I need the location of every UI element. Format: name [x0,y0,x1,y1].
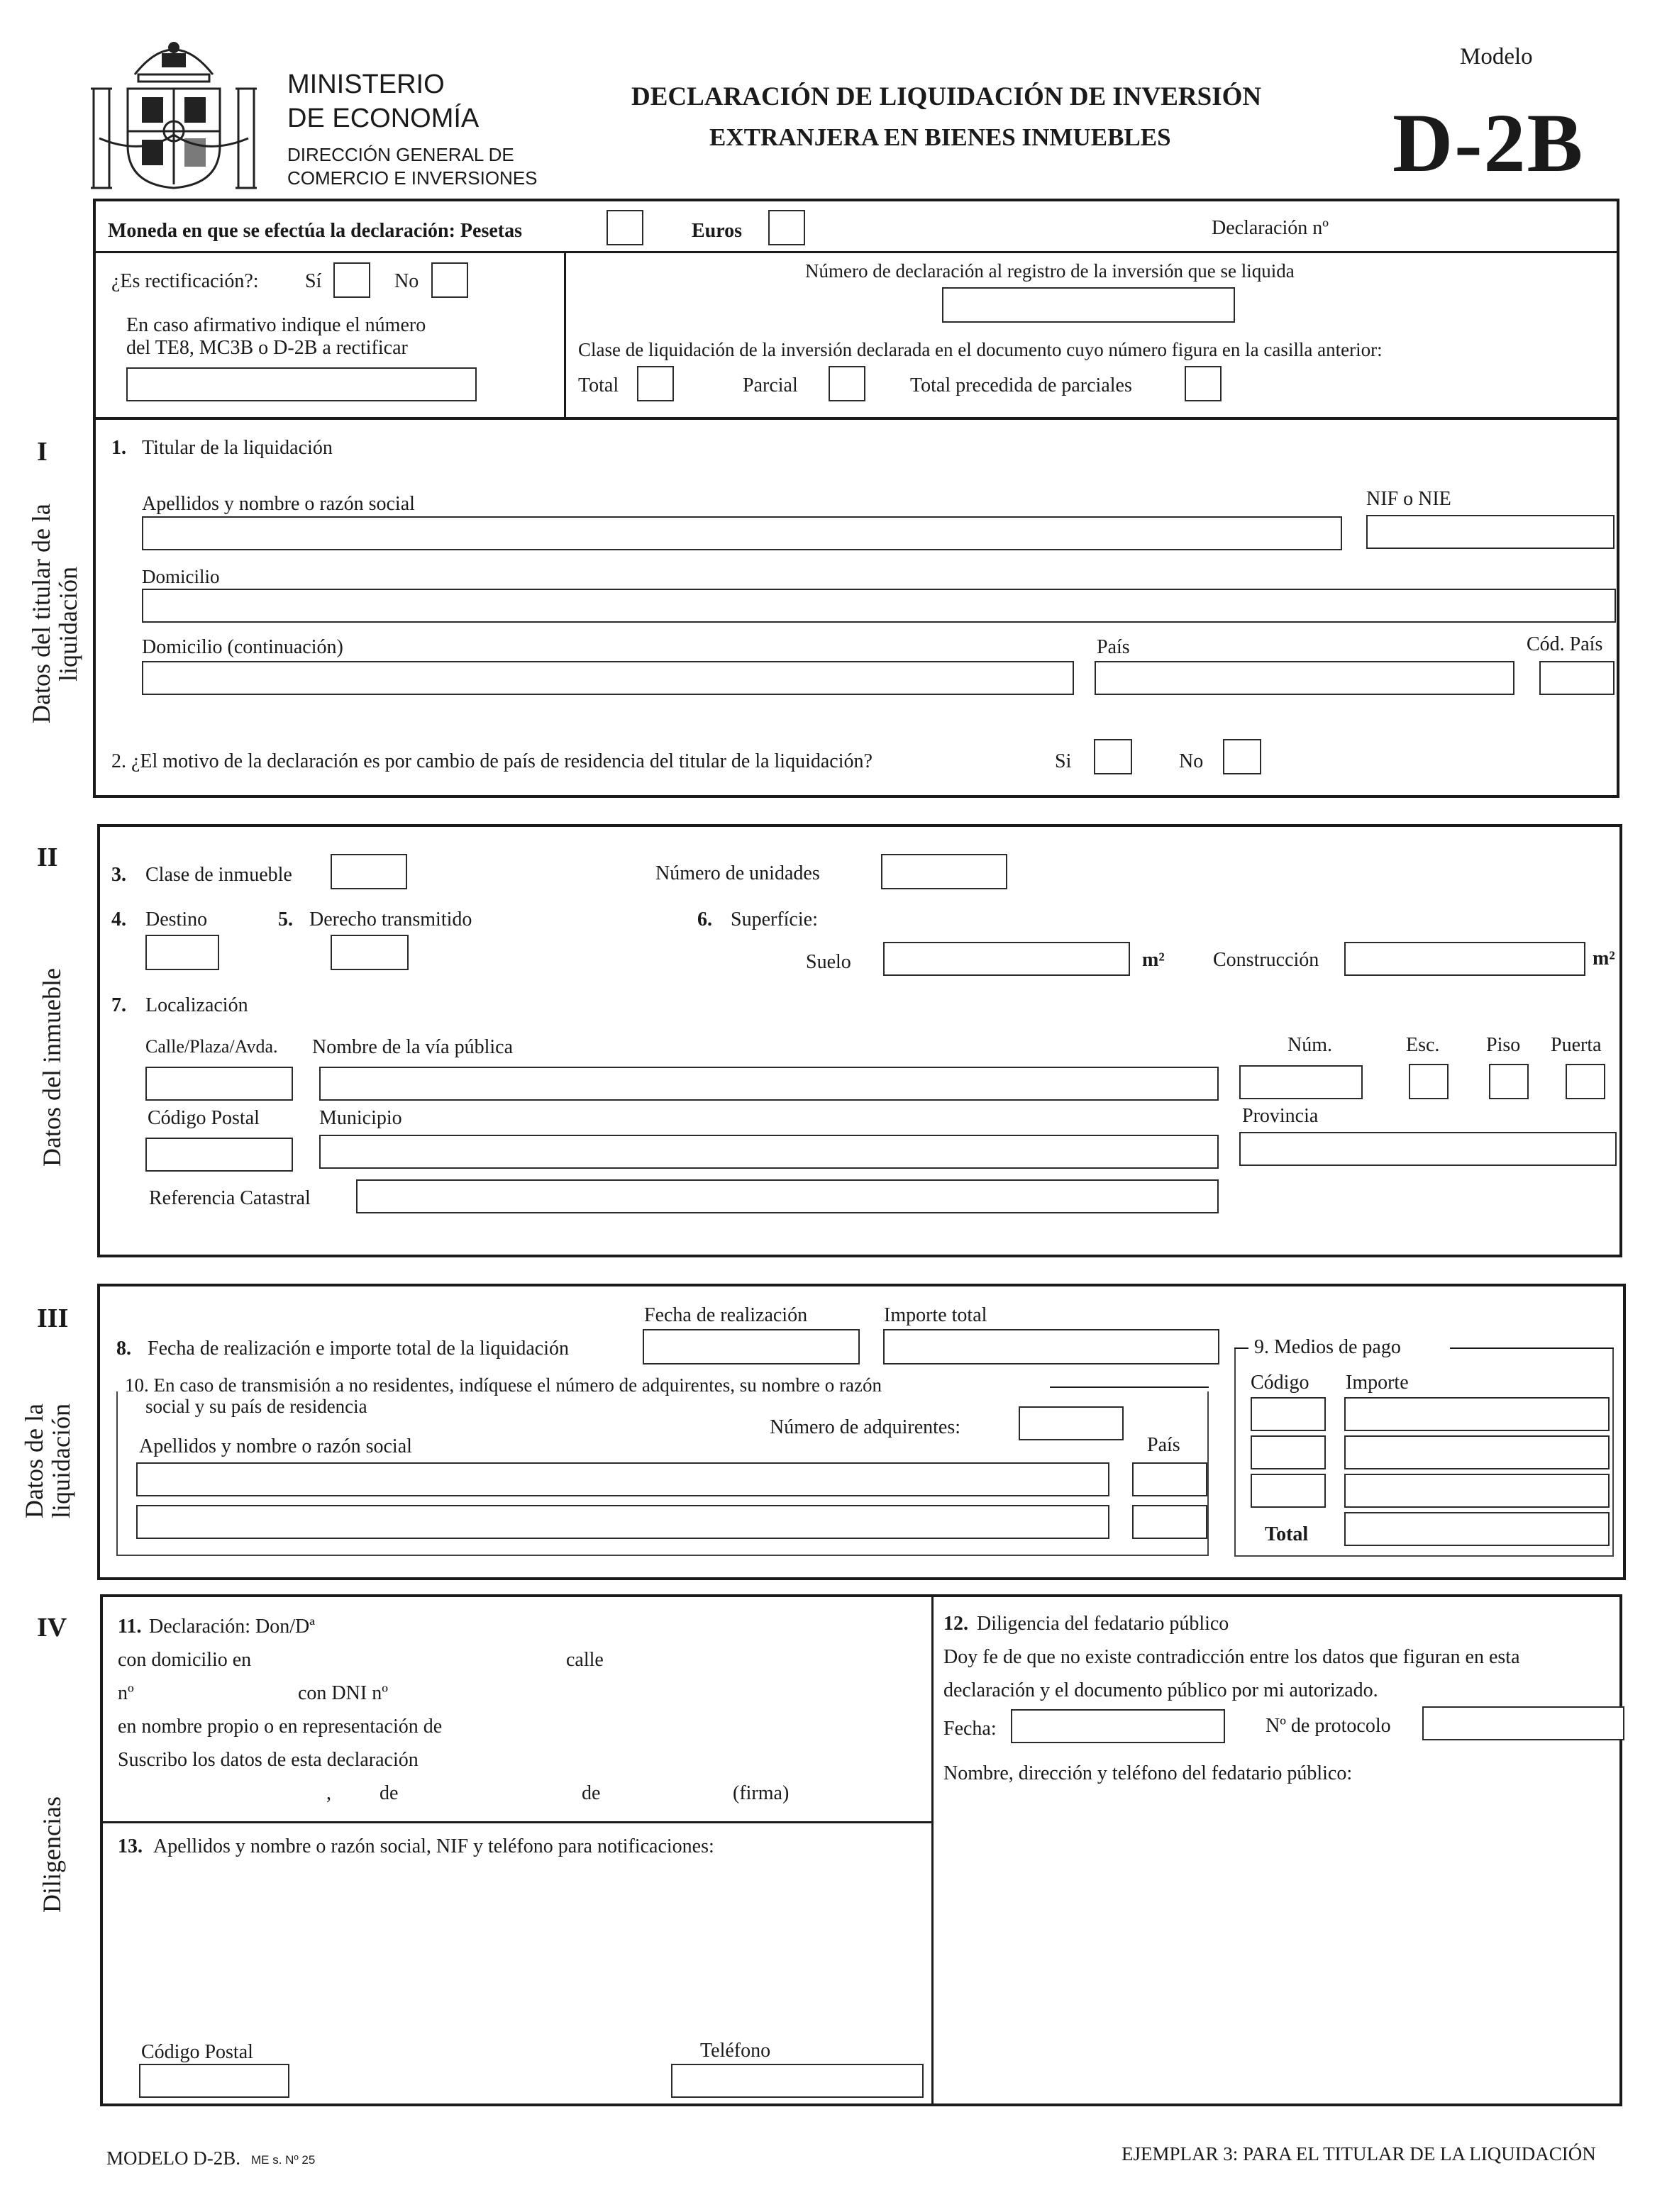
q11-num: 11. [118,1616,142,1638]
q4-label: Destino [145,908,208,930]
numero-registro-label: Número de declaración al registro de la inversión que se liquida [805,260,1295,282]
q2-no-label: No [1179,750,1204,772]
catastral-field[interactable] [356,1179,1219,1213]
section-iii-roman: III [37,1304,69,1333]
suelo-field[interactable] [883,942,1130,976]
q8-label: Fecha de realización e importe total de la liquidación [148,1338,569,1360]
q2-no-checkbox[interactable] [1223,739,1261,774]
divider [93,251,1619,253]
domicilio-cont-field[interactable] [142,661,1074,695]
calle-label: calle [566,1649,604,1671]
q7-num: 7. [111,994,126,1016]
fedatario-fecha-field[interactable] [1011,1709,1225,1743]
pais-label: País [1097,636,1130,658]
nif-label: NIF o NIE [1366,488,1451,510]
pago1-importe-field[interactable] [1344,1397,1610,1431]
pago3-codigo-field[interactable] [1251,1474,1326,1508]
doy-fe-line1: Doy fe de que no existe contradicción entre los datos que figuran en esta [943,1646,1520,1668]
adquirente1-nombre-field[interactable] [136,1462,1109,1496]
footer-mes: ME s. Nº 25 [251,2153,316,2167]
municipio-field[interactable] [319,1135,1219,1169]
construccion-field[interactable] [1344,942,1585,976]
de-label-1: de [380,1782,399,1804]
divider [1234,1347,1248,1349]
pago-total-label: Total [1265,1523,1309,1545]
dni-label: con DNI nº [298,1682,388,1704]
adquirente2-pais-field[interactable] [1132,1505,1207,1539]
q6-label: Superfície: [731,908,818,930]
codigo-label: Código [1251,1372,1309,1394]
destino-field[interactable] [145,935,219,970]
modelo-code: D-2B [1392,96,1585,189]
pago1-codigo-field[interactable] [1251,1397,1326,1431]
q1-label: Titular de la liquidación [142,437,333,459]
pago2-codigo-field[interactable] [1251,1435,1326,1469]
notif-cp-label: Código Postal [141,2041,253,2063]
puerta-label: Puerta [1551,1034,1602,1056]
pago-total-field[interactable] [1344,1512,1610,1546]
rectificacion-no-checkbox[interactable] [431,262,468,298]
ministry-line2: DE ECONOMÍA [287,104,480,133]
provincia-field[interactable] [1239,1132,1617,1166]
side-label-line: liquidación [53,567,82,682]
q7-label: Localización [145,994,248,1016]
calle-tipo-field[interactable] [145,1067,293,1101]
rectificacion-label: ¿Es rectificación?: [111,270,259,292]
moneda-label: Moneda en que se efectúa la declaración: Pesetas [108,220,522,242]
coat-of-arms-icon [85,32,262,195]
clase-label: Clase de liquidación de la inversión declarada en el documento cuyo número figura en la casilla anterior: [578,339,1383,360]
construccion-m2: m² [1593,947,1615,969]
divider [931,1594,934,2106]
clase-total-precedida-label: Total precedida de parciales [910,374,1132,396]
q2-label: 2. ¿El motivo de la declaración es por cambio de país de residencia del titular de la liquidación? [111,750,873,772]
q2-si-label: Si [1055,750,1072,772]
importe-total-label: Importe total [884,1304,987,1326]
caso-line2: del TE8, MC3B o D-2B a rectificar [126,337,408,359]
titular-nif-field[interactable] [1366,515,1615,549]
q4-num: 4. [111,908,126,930]
via-field[interactable] [319,1067,1219,1101]
suelo-m2: m² [1142,949,1165,971]
divider [564,251,566,420]
cp-label: Código Postal [148,1107,260,1129]
derecho-field[interactable] [331,935,409,970]
clase-total-precedida-checkbox[interactable] [1185,366,1222,401]
section-i-side-label [27,504,85,723]
q6-num: 6. [697,908,712,930]
domicilio-cont-label: Domicilio (continuación) [142,636,343,658]
ministry-line1: MINISTERIO [287,70,445,99]
importe-total-field[interactable] [883,1329,1219,1365]
fecha-realizacion-field[interactable] [643,1329,860,1365]
q13-num: 13. [118,1835,143,1857]
notif-telefono-label: Teléfono [700,2040,771,2062]
q12-num: 12. [943,1613,968,1635]
rectificar-numero-field[interactable] [126,367,477,401]
q5-num: 5. [278,908,293,930]
q3-num: 3. [111,864,126,886]
num-field[interactable] [1239,1065,1363,1099]
cod-pais-label: Cód. País [1527,633,1603,655]
adquirentes-field[interactable] [1019,1406,1124,1440]
doy-fe-line2: declaración y el documento público por mi autorizado. [943,1679,1378,1701]
protocolo-label: Nº de protocolo [1266,1715,1391,1737]
declaracion-num-label: Declaración nº [1212,217,1329,239]
domicilio-label: Domicilio [142,566,220,587]
q10-pais-label: País [1147,1434,1180,1456]
provincia-label: Provincia [1242,1105,1319,1127]
footer-ejemplar: EJEMPLAR 3: PARA EL TITULAR DE LA LIQUIDACIÓN [1122,2143,1596,2164]
q13-label: Apellidos y nombre o razón social, NIF y teléfono para notificaciones: [153,1835,714,1857]
catastral-label: Referencia Catastral [149,1187,311,1209]
section-iv-roman: IV [37,1613,67,1643]
q8-num: 8. [116,1338,131,1360]
nombre-propio-label: en nombre propio o en representación de [118,1716,443,1738]
q10-apellidos-label: Apellidos y nombre o razón social [139,1435,412,1457]
q3-label: Clase de inmueble [145,864,292,886]
construccion-label: Construcción [1213,949,1319,971]
con-domicilio-label: con domicilio en [118,1649,252,1671]
suscribo-label: Suscribo los datos de esta declaración [118,1749,419,1771]
num-label: nº [118,1682,134,1704]
pago3-importe-field[interactable] [1344,1474,1610,1508]
section-i-roman: I [37,437,48,467]
section-iv-side-label: Diligencias [38,1796,66,1913]
clase-parcial-label: Parcial [743,374,798,396]
comma: , [326,1782,331,1804]
q2-si-checkbox[interactable] [1094,739,1132,774]
notif-cp-field[interactable] [139,2064,289,2098]
pais-field[interactable] [1095,661,1514,695]
divider [100,1821,931,1823]
unidades-label: Número de unidades [655,862,820,884]
adquirente1-pais-field[interactable] [1132,1462,1207,1496]
titular-apellidos-field[interactable] [142,516,1342,550]
adquirentes-label: Número de adquirentes: [770,1416,961,1438]
via-label: Nombre de la vía pública [312,1036,514,1058]
q5-label: Derecho transmitido [309,908,472,930]
municipio-label: Municipio [319,1107,402,1129]
footer-modelo: MODELO D-2B. [106,2147,240,2169]
clase-inmueble-field[interactable] [331,854,407,889]
apellidos-label: Apellidos y nombre o razón social [142,493,415,515]
importe-label: Importe [1346,1372,1409,1394]
pago2-importe-field[interactable] [1344,1435,1610,1469]
q12-label: Diligencia del fedatario público [977,1613,1229,1635]
q10-line1: 10. En caso de transmisión a no residentes, indíquese el número de adquirentes, su nombre o razón [125,1376,885,1395]
q1-num: 1. [111,437,126,459]
divider [1050,1386,1209,1388]
suelo-label: Suelo [806,951,851,973]
section-iii-side-label [21,1362,78,1560]
euros-label: Euros [692,220,743,242]
section-ii-roman: II [37,843,58,872]
modelo-label: Modelo [1460,44,1533,70]
num-label: Núm. [1287,1034,1332,1056]
firma-label: (firma) [733,1782,790,1804]
clase-total-checkbox[interactable] [637,366,674,401]
side-label-line: Datos del titular de la [27,504,55,723]
numero-registro-field[interactable] [942,287,1235,323]
clase-parcial-checkbox[interactable] [829,366,865,401]
de-label-2: de [582,1782,601,1804]
title-line1: DECLARACIÓN DE LIQUIDACIÓN DE INVERSIÓN [631,82,1262,111]
rectificacion-no-label: No [394,270,419,292]
fedatario-fecha-label: Fecha: [943,1718,997,1740]
cod-pais-field[interactable] [1539,661,1615,695]
calle-label: Calle/Plaza/Avda. [145,1036,278,1057]
rectificacion-si-checkbox[interactable] [333,262,370,298]
puerta-field[interactable] [1566,1064,1605,1099]
domicilio-field[interactable] [142,589,1616,623]
side-label-line: Datos de la [20,1404,48,1518]
notif-telefono-field[interactable] [671,2064,924,2098]
direccion-line1: DIRECCIÓN GENERAL DE [287,144,514,165]
section-ii-side-label: Datos del inmueble [38,968,66,1167]
pesetas-checkbox[interactable] [607,210,643,245]
piso-field[interactable] [1489,1064,1529,1099]
euros-checkbox[interactable] [768,210,805,245]
unidades-field[interactable] [881,854,1007,889]
caso-line1: En caso afirmativo indique el número [126,314,426,336]
fecha-realizacion-label: Fecha de realización [644,1304,808,1326]
fedatario-label: Nombre, dirección y teléfono del fedatario público: [943,1762,1353,1784]
piso-label: Piso [1486,1034,1521,1056]
esc-label: Esc. [1406,1034,1440,1056]
direccion-line2: COMERCIO E INVERSIONES [287,167,538,189]
q9-label: 9. Medios de pago [1254,1336,1401,1358]
side-label-line: liquidación [46,1404,75,1518]
adquirente2-nombre-field[interactable] [136,1505,1109,1539]
esc-field[interactable] [1409,1064,1449,1099]
q11-label: Declaración: Don/Dª [149,1616,315,1638]
protocolo-field[interactable] [1422,1706,1624,1740]
divider [1450,1347,1614,1349]
q10-line2: social y su país de residencia [145,1396,367,1417]
rectificacion-si-label: Sí [305,270,322,292]
title-line2: EXTRANJERA EN BIENES INMUEBLES [709,123,1171,151]
cp-field[interactable] [145,1138,293,1172]
clase-total-label: Total [578,374,619,396]
